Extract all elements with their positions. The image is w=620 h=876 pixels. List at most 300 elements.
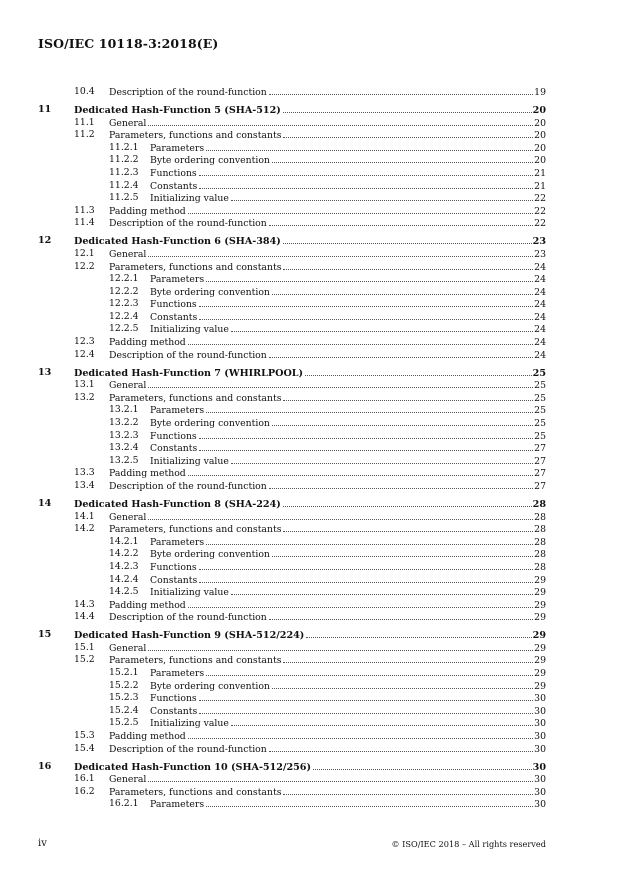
toc-entry-page: 28 [534, 536, 546, 548]
toc-entry-title: Byte ordering convention [150, 418, 270, 430]
toc-entry-number: 14 [38, 497, 52, 509]
dot-leader [231, 455, 533, 464]
toc-entry-number: 13.2.5 [109, 454, 139, 466]
toc-entry-title: Padding method [109, 205, 186, 217]
toc-entry-line [109, 467, 546, 481]
toc-entry-page: 28 [534, 524, 546, 536]
toc-entry-number: 15.2.1 [109, 667, 139, 679]
toc-entry-line [150, 286, 546, 300]
dot-leader [199, 311, 533, 320]
toc-entry-title: General [109, 642, 147, 654]
toc-entry-page: 27 [534, 443, 546, 455]
dot-leader [148, 511, 533, 520]
toc-entry-title: Functions [150, 299, 197, 311]
toc-entry-line [150, 154, 546, 168]
toc-entry-page: 29 [534, 587, 546, 599]
toc-entry-number: 11.2.3 [109, 166, 139, 178]
dot-leader [283, 235, 532, 244]
toc-entry-title: Byte ordering convention [150, 286, 270, 298]
toc-entry[interactable] [38, 599, 546, 612]
toc-entry-page: 25 [534, 418, 546, 430]
toc-entry-title: Byte ordering convention [150, 549, 270, 561]
toc-entry-page: 30 [534, 774, 546, 786]
dot-leader [199, 561, 533, 570]
toc-entry-title: Parameters [150, 799, 205, 811]
toc-entry-number: 12 [38, 235, 52, 247]
toc-entry-number: 16.2.1 [109, 798, 139, 810]
toc-entry-title: Dedicated Hash-Function 5 (SHA-512) [74, 104, 281, 116]
dot-leader [283, 654, 533, 663]
dot-leader [231, 717, 533, 726]
toc-chapter-entry[interactable] [38, 367, 546, 380]
toc-entry[interactable] [38, 717, 546, 730]
toc-entry-page: 21 [534, 167, 546, 179]
toc-entry-title: Parameters, functions and constants [109, 524, 282, 536]
toc-entry[interactable] [38, 442, 546, 455]
dot-leader [283, 261, 533, 270]
toc-entry-number: 12.2.1 [109, 273, 139, 285]
toc-entry-title: Description of the round-function [109, 349, 267, 361]
toc-entry-title: Description of the round-function [109, 743, 267, 755]
toc-entry-line [150, 167, 546, 181]
toc-entry[interactable] [38, 142, 546, 155]
dot-leader [188, 205, 533, 214]
toc-entry-title: Parameters, functions and constants [109, 261, 282, 273]
toc-entry-number: 13 [38, 366, 52, 378]
toc-entry-line [109, 511, 546, 525]
toc-entry-title: Parameters, functions and constants [109, 655, 282, 667]
toc-entry[interactable] [38, 523, 546, 536]
toc-entry-page: 29 [534, 612, 546, 624]
toc-entry-title: Description of the round-function [109, 612, 267, 624]
toc-entry-line [109, 523, 546, 537]
toc-entry-number: 11.1 [74, 116, 95, 128]
toc-entry-page: 19 [534, 87, 546, 98]
toc-entry[interactable] [38, 336, 546, 349]
toc-entry[interactable] [38, 117, 546, 130]
toc-entry[interactable] [38, 192, 546, 205]
toc-entry-number: 14.3 [74, 598, 95, 610]
toc-entry-number: 14.2.1 [109, 535, 139, 547]
dot-leader [305, 367, 532, 376]
toc-entry-number: 15 [38, 629, 52, 641]
toc-entry-line [150, 311, 546, 325]
toc-entry-page: 22 [534, 205, 546, 217]
toc-entry-number: 15.2 [74, 654, 95, 666]
toc-entry-number: 15.2.4 [109, 704, 139, 716]
dot-leader [188, 336, 533, 345]
toc-entry[interactable] [38, 379, 546, 392]
toc-entry[interactable] [38, 798, 546, 811]
toc-entry-number: 12.2 [74, 260, 95, 272]
toc-entry-number: 14.2.5 [109, 586, 139, 598]
toc-entry-line [150, 574, 546, 588]
dot-leader [272, 548, 533, 557]
toc-entry-page: 30 [532, 761, 546, 773]
dot-leader [206, 536, 533, 545]
toc-entry-page: 29 [534, 642, 546, 654]
toc-entry-page: 22 [534, 193, 546, 205]
dot-leader [283, 129, 533, 138]
toc-entry-number: 12.4 [74, 348, 95, 360]
toc-entry-line [109, 743, 546, 757]
dot-leader [283, 498, 532, 507]
toc-entry[interactable] [38, 349, 546, 362]
dot-leader [272, 417, 533, 426]
toc-entry-line [150, 548, 546, 562]
toc-entry-title: Parameters [150, 142, 205, 154]
toc-entry-page: 29 [534, 668, 546, 680]
toc-entry-number: 15.3 [74, 730, 95, 742]
toc-entry-title: Functions [150, 430, 197, 442]
toc-entry[interactable] [38, 167, 546, 180]
toc-entry-number: 11.4 [74, 217, 95, 229]
toc-entry-page: 29 [534, 680, 546, 692]
dot-leader [272, 154, 533, 163]
toc-entry-line [109, 642, 546, 656]
toc-entry-line [74, 629, 546, 643]
table-of-contents [38, 86, 546, 811]
toc-entry-line [74, 235, 546, 249]
toc-entry-line [74, 104, 546, 118]
dot-leader [206, 273, 533, 282]
toc-chapter-entry[interactable] [38, 498, 546, 511]
toc-entry-line [150, 798, 546, 812]
toc-entry-title: Dedicated Hash-Function 10 (SHA-512/256) [74, 761, 312, 773]
dot-leader [199, 180, 533, 189]
toc-entry-line [109, 480, 546, 494]
toc-entry-line [109, 379, 546, 393]
page-number: iv [38, 838, 47, 849]
toc-entry-page: 29 [534, 599, 546, 611]
dot-leader [269, 86, 533, 95]
toc-entry-page: 30 [534, 786, 546, 798]
toc-entry-title: Parameters [150, 274, 205, 286]
toc-entry[interactable] [38, 536, 546, 549]
dot-leader [199, 705, 533, 714]
dot-leader [269, 611, 533, 620]
toc-entry-line [109, 205, 546, 219]
toc-chapter-entry[interactable] [38, 235, 546, 248]
toc-entry[interactable] [38, 86, 546, 99]
toc-entry-line [109, 261, 546, 275]
toc-entry-title: Description of the round-function [109, 218, 267, 230]
toc-entry[interactable] [38, 180, 546, 193]
toc-entry-page: 28 [534, 549, 546, 561]
toc-entry-number: 13.2.2 [109, 417, 139, 429]
toc-entry-page: 25 [534, 430, 546, 442]
dot-leader [148, 117, 533, 126]
toc-entry-page: 25 [534, 380, 546, 392]
dot-leader [199, 692, 533, 701]
toc-entry[interactable] [38, 786, 546, 799]
toc-entry-number: 13.1 [74, 379, 95, 391]
toc-entry-line [150, 404, 546, 418]
toc-entry-page: 25 [532, 367, 546, 379]
dot-leader [306, 629, 531, 638]
toc-chapter-entry[interactable] [38, 104, 546, 117]
toc-entry-line [109, 349, 546, 363]
toc-entry-line [150, 192, 546, 206]
toc-entry-title: Constants [150, 180, 198, 192]
dot-leader [188, 730, 533, 739]
toc-entry-title: Initializing value [150, 455, 229, 467]
document-header: ISO/IEC 10118-3:2018(E) [38, 36, 219, 51]
toc-entry[interactable] [38, 217, 546, 230]
dot-leader [269, 743, 533, 752]
toc-entry-number: 13.4 [74, 479, 95, 491]
toc-entry-title: Parameters [150, 405, 205, 417]
toc-entry-number: 13.2.3 [109, 429, 139, 441]
toc-entry-page: 23 [532, 236, 546, 248]
toc-entry-number: 15.4 [74, 742, 95, 754]
dot-leader [269, 349, 533, 358]
toc-entry-title: Initializing value [150, 587, 229, 599]
toc-entry-number: 13.2.4 [109, 442, 139, 454]
toc-entry-line [109, 654, 546, 668]
toc-entry-line [109, 786, 546, 800]
toc-entry[interactable] [38, 743, 546, 756]
dot-leader [283, 523, 533, 532]
toc-entry-page: 20 [532, 104, 546, 116]
toc-entry-line [150, 692, 546, 706]
toc-entry[interactable] [38, 430, 546, 443]
toc-entry[interactable] [38, 273, 546, 286]
toc-entry-title: Padding method [109, 468, 186, 480]
toc-entry-title: Dedicated Hash-Function 7 (WHIRLPOOL) [74, 367, 304, 379]
toc-entry-page: 24 [534, 337, 546, 349]
toc-entry-number: 11.2.4 [109, 179, 139, 191]
dot-leader [199, 574, 533, 583]
toc-entry-number: 16 [38, 760, 52, 772]
toc-entry-title: Description of the round-function [109, 480, 267, 492]
toc-entry-page: 30 [534, 718, 546, 730]
toc-entry-page: 24 [534, 274, 546, 286]
toc-entry[interactable] [38, 467, 546, 480]
toc-entry-page: 20 [534, 117, 546, 129]
toc-entry-title: Initializing value [150, 324, 229, 336]
toc-entry-line [150, 586, 546, 600]
toc-entry-line [109, 336, 546, 350]
toc-entry-line [150, 180, 546, 194]
dot-leader [199, 298, 533, 307]
toc-entry-number: 11.3 [74, 204, 95, 216]
toc-entry[interactable] [38, 730, 546, 743]
toc-entry-page: 28 [534, 561, 546, 573]
toc-entry-page: 25 [534, 405, 546, 417]
toc-entry-title: General [109, 774, 147, 786]
toc-entry-page: 30 [534, 799, 546, 811]
dot-leader [269, 217, 533, 226]
toc-entry-number: 14.2 [74, 523, 95, 535]
toc-entry[interactable] [38, 323, 546, 336]
toc-entry[interactable] [38, 417, 546, 430]
toc-entry-page: 29 [534, 574, 546, 586]
toc-entry-page: 28 [532, 498, 546, 510]
toc-entry-number: 12.2.5 [109, 323, 139, 335]
dot-leader [148, 379, 533, 388]
toc-entry[interactable] [38, 311, 546, 324]
toc-entry-line [150, 323, 546, 337]
toc-entry-number: 11 [38, 103, 52, 115]
toc-entry-page: 24 [534, 349, 546, 361]
toc-entry-line [109, 117, 546, 131]
dot-leader [231, 323, 533, 332]
toc-entry-page: 24 [534, 324, 546, 336]
toc-entry-title: Parameters [150, 668, 205, 680]
toc-entry-number: 13.3 [74, 467, 95, 479]
toc-entry-line [150, 705, 546, 719]
toc-entry-number: 15.1 [74, 641, 95, 653]
dot-leader [272, 680, 533, 689]
toc-entry-number: 14.4 [74, 611, 95, 623]
toc-entry-line [109, 611, 546, 625]
toc-entry-title: Parameters, functions and constants [109, 392, 282, 404]
toc-entry-line [109, 248, 546, 262]
toc-entry[interactable] [38, 455, 546, 468]
toc-entry-page: 20 [534, 142, 546, 154]
toc-entry-line [74, 498, 546, 512]
toc-entry[interactable] [38, 642, 546, 655]
toc-entry[interactable] [38, 586, 546, 599]
toc-entry-title: Constants [150, 705, 198, 717]
toc-entry-page: 23 [534, 248, 546, 260]
dot-leader [148, 248, 533, 257]
dot-leader [206, 798, 533, 807]
toc-entry-page: 29 [532, 630, 546, 642]
toc-entry[interactable] [38, 404, 546, 417]
toc-entry-number: 12.3 [74, 336, 95, 348]
dot-leader [206, 142, 533, 151]
toc-entry-number: 15.2.3 [109, 692, 139, 704]
toc-entry-title: General [109, 248, 147, 260]
toc-entry-page: 30 [534, 743, 546, 755]
toc-entry-line [150, 561, 546, 575]
toc-entry-line [74, 761, 546, 775]
toc-entry-line [150, 298, 546, 312]
toc-entry-title: General [109, 380, 147, 392]
toc-entry-number: 13.2.1 [109, 404, 139, 416]
toc-entry[interactable] [38, 480, 546, 493]
dot-leader [148, 642, 533, 651]
dot-leader [283, 392, 533, 401]
toc-entry-title: Dedicated Hash-Function 9 (SHA-512/224) [74, 630, 305, 642]
dot-leader [231, 586, 533, 595]
toc-entry-line [109, 129, 546, 143]
toc-entry[interactable] [38, 574, 546, 587]
toc-entry-line [150, 717, 546, 731]
toc-entry-number: 12.1 [74, 247, 95, 259]
toc-entry-title: Constants [150, 574, 198, 586]
toc-entry-line [74, 367, 546, 381]
toc-entry-title: Functions [150, 167, 197, 179]
toc-entry[interactable] [38, 286, 546, 299]
toc-entry-line [109, 773, 546, 787]
toc-entry-title: Initializing value [150, 193, 229, 205]
toc-entry-line [109, 730, 546, 744]
dot-leader [313, 761, 532, 770]
toc-entry-line [150, 430, 546, 444]
toc-entry-title: Constants [150, 311, 198, 323]
toc-entry-line [150, 142, 546, 156]
toc-entry[interactable] [38, 205, 546, 218]
toc-entry[interactable] [38, 548, 546, 561]
toc-entry-page: 30 [534, 705, 546, 717]
toc-entry[interactable] [38, 611, 546, 624]
toc-entry[interactable] [38, 298, 546, 311]
copyright-notice: © ISO/IEC 2018 – All rights reserved [391, 839, 546, 849]
toc-entry-page: 21 [534, 180, 546, 192]
toc-entry-number: 12.2.3 [109, 298, 139, 310]
toc-entry-number: 14.1 [74, 510, 95, 522]
dot-leader [199, 442, 533, 451]
toc-entry-number: 14.2.3 [109, 560, 139, 572]
toc-entry-line [150, 667, 546, 681]
toc-entry[interactable] [38, 692, 546, 705]
toc-entry-title: Padding method [109, 337, 186, 349]
toc-entry-line [150, 273, 546, 287]
toc-entry-number: 11.2 [74, 129, 95, 141]
toc-entry[interactable] [38, 667, 546, 680]
toc-entry[interactable] [38, 261, 546, 274]
dot-leader [283, 786, 533, 795]
toc-entry-number: 14.2.4 [109, 573, 139, 585]
toc-entry-title: Padding method [109, 731, 186, 743]
toc-entry-line [150, 442, 546, 456]
toc-entry-line [150, 536, 546, 550]
toc-entry[interactable] [38, 392, 546, 405]
toc-entry-page: 24 [534, 261, 546, 273]
toc-entry[interactable] [38, 654, 546, 667]
toc-entry[interactable] [38, 129, 546, 142]
toc-entry-title: Parameters [150, 536, 205, 548]
toc-entry-number: 16.1 [74, 773, 95, 785]
toc-entry[interactable] [38, 248, 546, 261]
toc-entry[interactable] [38, 773, 546, 786]
toc-entry-page: 25 [534, 392, 546, 404]
dot-leader [283, 104, 532, 113]
toc-entry[interactable] [38, 511, 546, 524]
toc-entry-page: 27 [534, 468, 546, 480]
toc-entry-title: Dedicated Hash-Function 8 (SHA-224) [74, 498, 281, 510]
toc-entry-number: 16.2 [74, 785, 95, 797]
toc-entry-number: 11.2.1 [109, 141, 139, 153]
toc-entry-number: 12.2.2 [109, 285, 139, 297]
toc-entry-number: 13.2 [74, 391, 95, 403]
toc-entry-number: 15.2.2 [109, 679, 139, 691]
toc-entry-page: 20 [534, 130, 546, 142]
toc-entry-page: 30 [534, 693, 546, 705]
toc-entry-page: 24 [534, 286, 546, 298]
toc-entry-page: 28 [534, 511, 546, 523]
toc-chapter-entry[interactable] [38, 761, 546, 774]
toc-entry[interactable] [38, 705, 546, 718]
toc-entry-title: General [109, 511, 147, 523]
toc-entry[interactable] [38, 680, 546, 693]
toc-entry-title: Byte ordering convention [150, 680, 270, 692]
dot-leader [188, 467, 533, 476]
toc-entry[interactable] [38, 561, 546, 574]
toc-entry-page: 22 [534, 218, 546, 230]
dot-leader [269, 480, 533, 489]
toc-entry-title: Functions [150, 561, 197, 573]
toc-entry-title: Constants [150, 443, 198, 455]
toc-entry-line [150, 455, 546, 469]
toc-entry[interactable] [38, 154, 546, 167]
toc-entry-line [109, 86, 546, 100]
dot-leader [148, 773, 533, 782]
toc-chapter-entry[interactable] [38, 629, 546, 642]
